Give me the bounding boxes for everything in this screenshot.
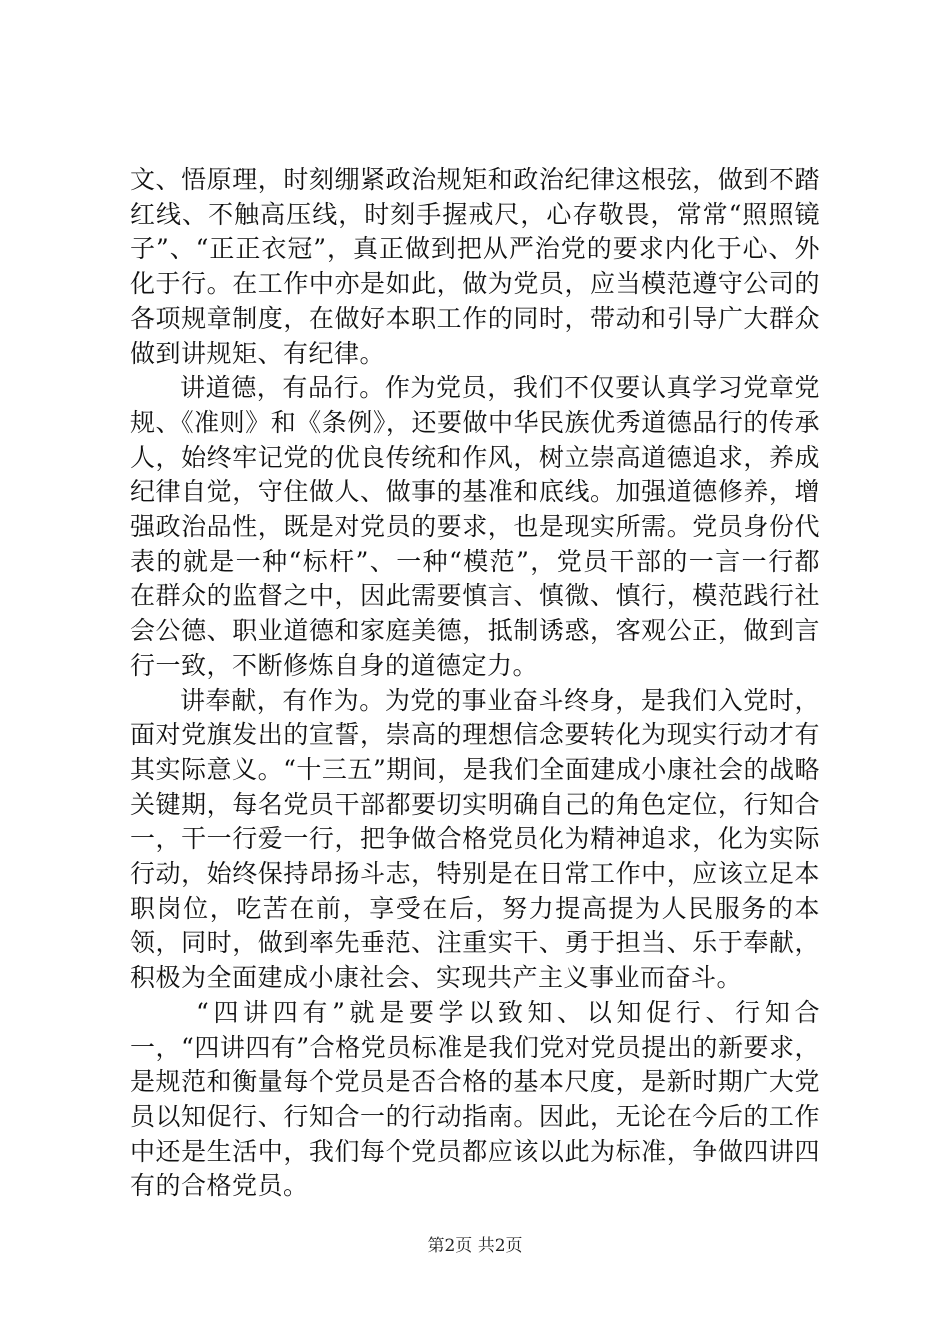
page-number-footer: 第2页 共2页 bbox=[427, 1236, 523, 1256]
paragraph-morality: 讲道德，有品行。作为党员，我们不仅要认真学习党章党规、《准则》和《条例》，还要做中华民族优秀道德品行的传承人，始终牢记党的优良传统和作风，树立崇高道德追求，养成纪律自觉，守住做人、做事的基准和底线。加强道德修养，增强政治品性，既是对党员的要求，也是现实所需。党员身份代表的就是一种“标杆”、一种“模范”，党员干部的一言一行都在群众的监督之中，因此需要慎言、慎微、慎行，模范践行社会公德、职业道德和家庭美德，抵制诱惑，客观公正，做到言行一致，不断修炼自身的道德定力。 bbox=[130, 373, 820, 680]
paragraph-rules-discipline: 文、悟原理，时刻绷紧政治规矩和政治纪律这根弦，做到不踏红线、不触高压线，时刻手握戒尺，心存敬畏，常常“照照镜子”、“正正衣冠”，真正做到把从严治党的要求内化于心、外化于行。在工作中亦是如此，做为党员，应当模范遵守公司的各项规章制度，在做好本职工作的同时，带动和引导广大群众做到讲规矩、有纪律。 bbox=[130, 165, 820, 368]
paragraph-dedication: 讲奉献，有作为。为党的事业奋斗终身，是我们入党时，面对党旗发出的宣誓，崇高的理想信念要转化为现实行动才有其实际意义。“十三五”期间，是我们全面建成小康社会的战略关键期，每名党员干部都要切实明确自己的角色定位，行知合一，干一行爱一行，把争做合格党员化为精神追求，化为实际行动，始终保持昂扬斗志，特别是在日常工作中，应该立足本职岗位，吃苦在前，享受在后，努力提高提为人民服务的本领，同时，做到率先垂范、注重实干、勇于担当、乐于奉献，积极为全面建成小康社会、实现共产主义事业而奋斗。 bbox=[130, 685, 820, 993]
paragraph-conclusion: “四讲四有”就是要学以致知、以知促行、行知合一，“四讲四有”合格党员标准是我们党对党员提出的新要求，是规范和衡量每个党员是否合格的基本尺度，是新时期广大党员以知促行、行知合一的行动指南。因此，无论在今后的工作中还是生活中，我们每个党员都应该以此为标准，争做四讲四有的合格党员。 bbox=[130, 997, 820, 1201]
document-body bbox=[130, 163, 820, 1204]
